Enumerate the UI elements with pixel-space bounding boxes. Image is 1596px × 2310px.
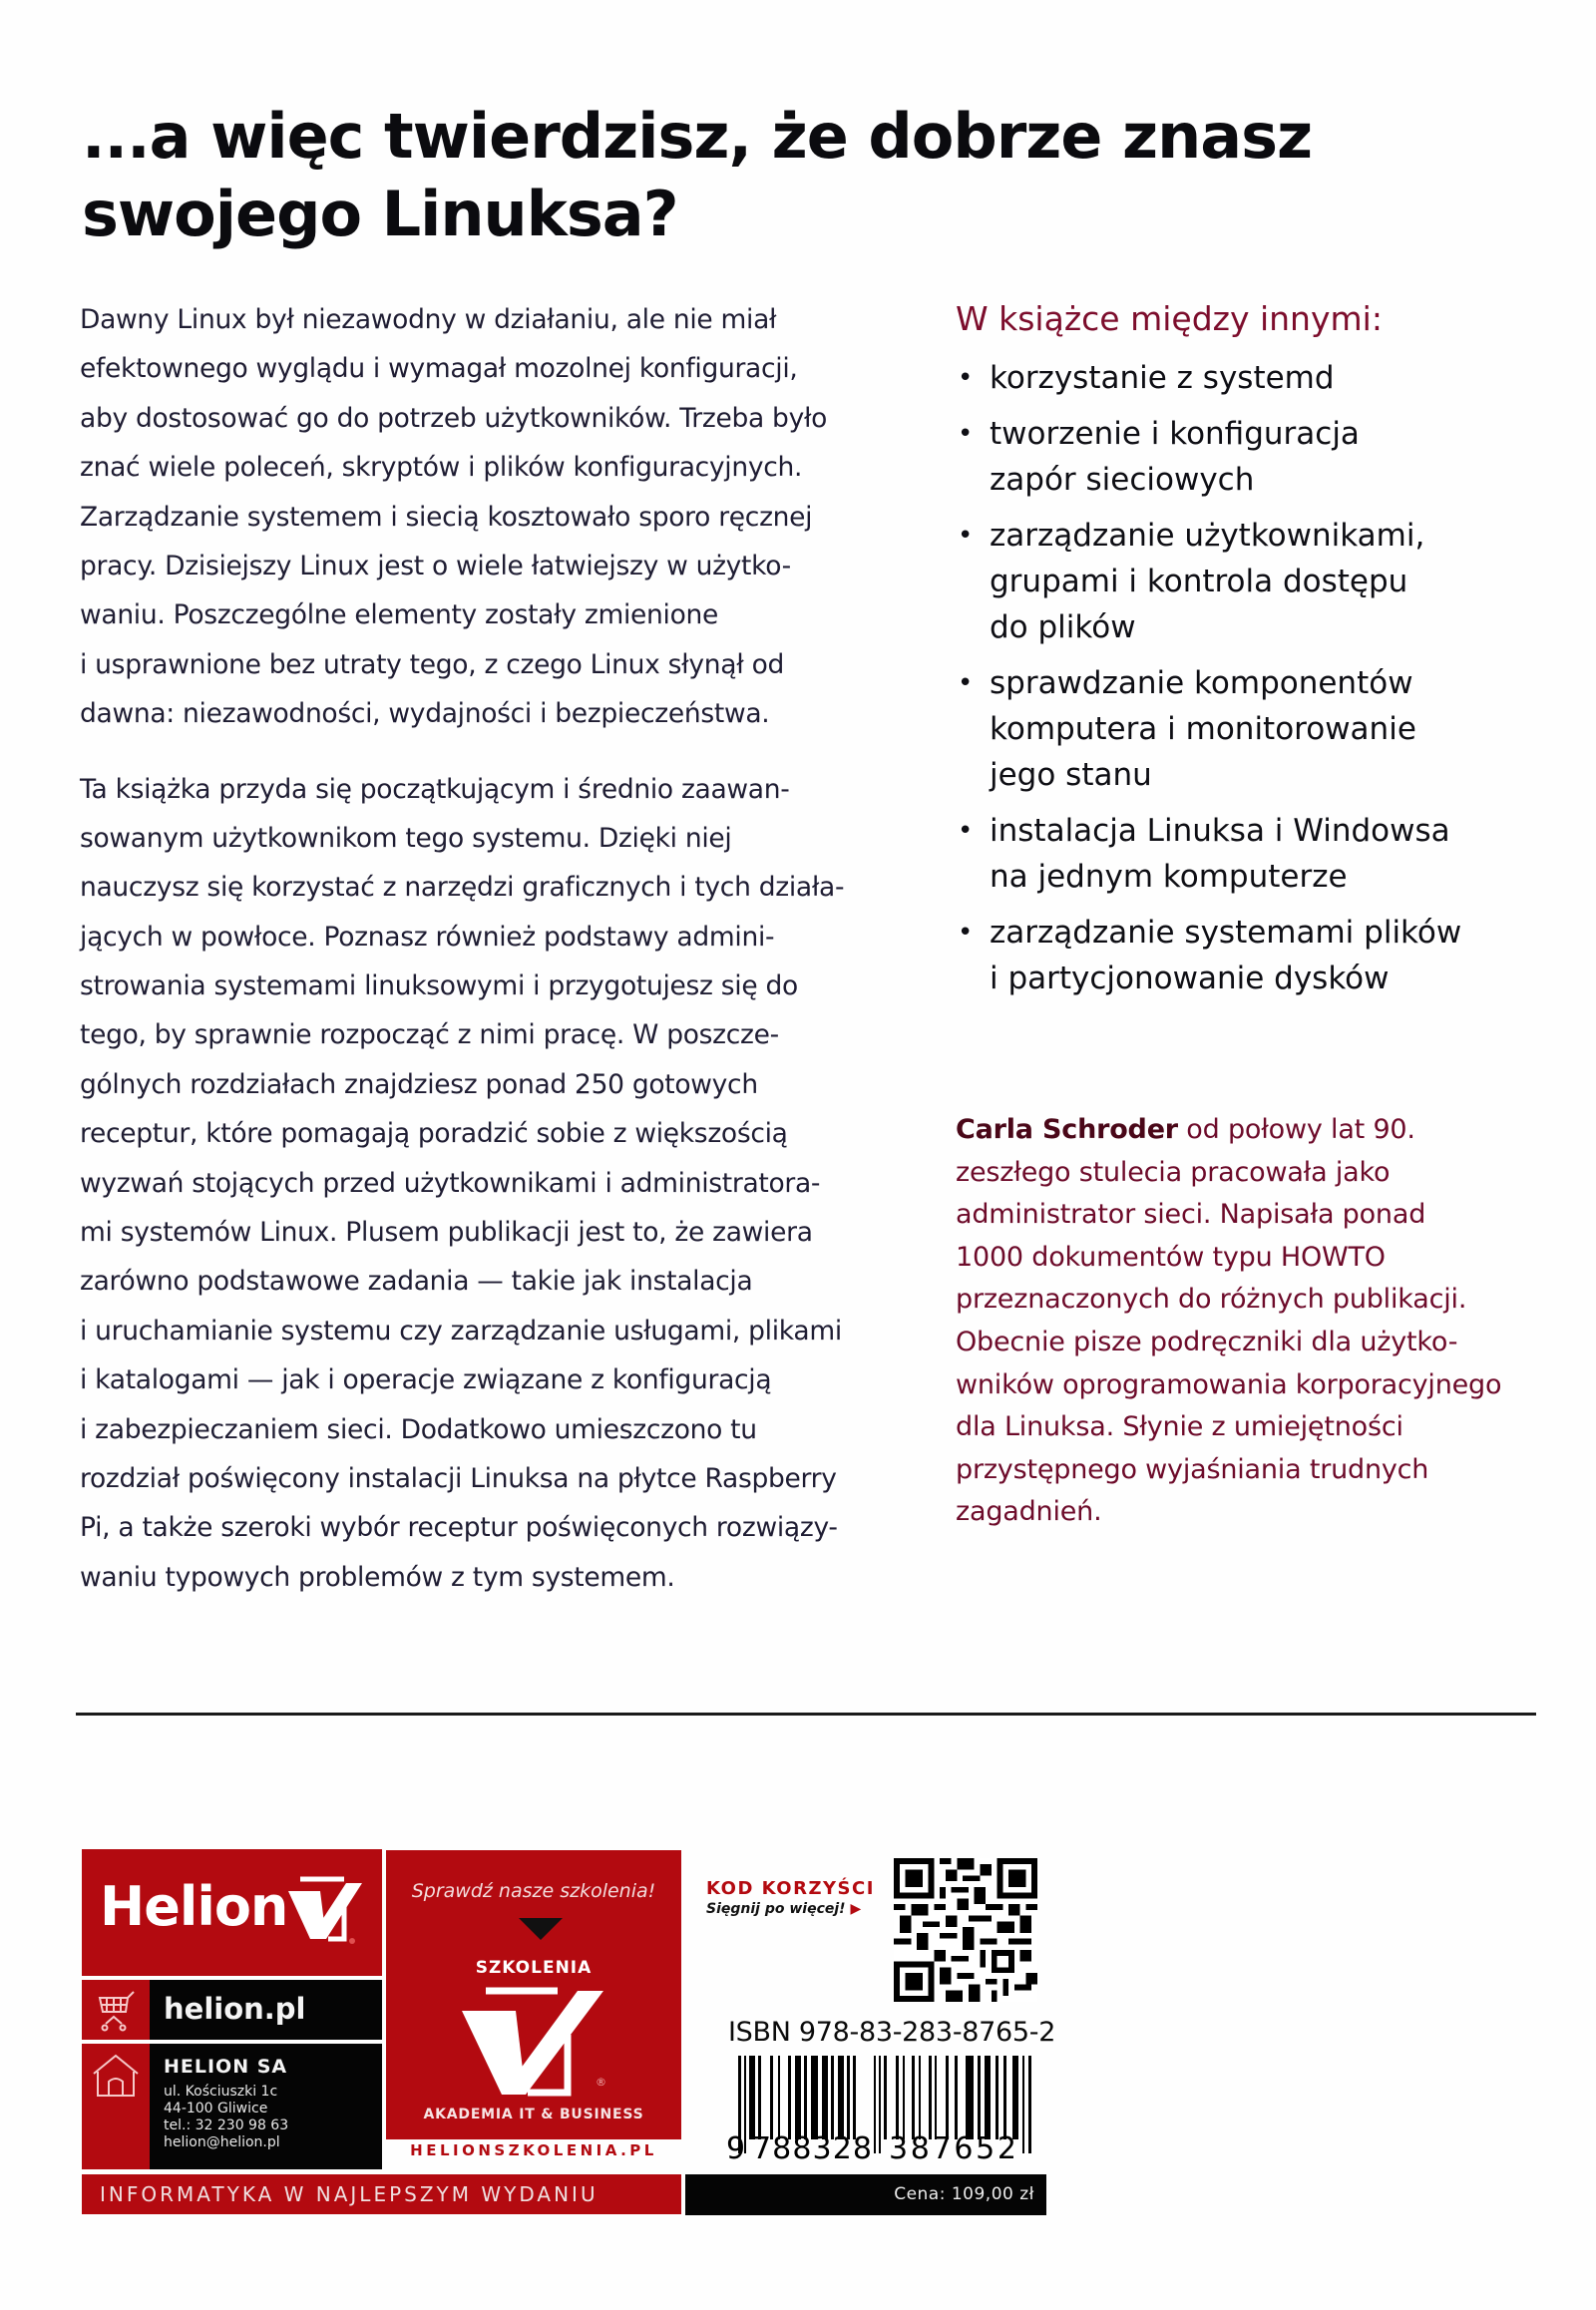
text-line: strowania systemami linuksowymi i przygotujesz się do: [80, 970, 798, 1002]
bullet-icon: •: [958, 668, 974, 698]
benefit-code-subtitle-text: Sięgnij po więcej!: [706, 1901, 846, 1917]
text-line: waniu typowych problemów z tym systemem.: [80, 1561, 675, 1593]
list-item: [956, 513, 1574, 650]
text-line: receptur, które pomagają poradzić sobie z większością: [80, 1118, 788, 1150]
bullet-icon: •: [958, 918, 974, 948]
text-line: wyzwań stojących przed użytkownikami i administratora-: [80, 1167, 821, 1199]
website-link[interactable]: helion.pl: [164, 1992, 306, 2026]
bio-line: [956, 1109, 1574, 1152]
company-name: HELION SA: [164, 2056, 288, 2078]
title-line-2: swojego Linuksa?: [82, 178, 678, 250]
list-item-line: zarządzanie systemami plików: [990, 915, 1462, 951]
bio-line: zagadnień.: [956, 1496, 1102, 1528]
description-column: [80, 295, 918, 1602]
list-item: [956, 910, 1574, 1001]
helion-checkmark-icon: [286, 1869, 364, 1949]
list-item-line: komputera i monitorowanie: [990, 711, 1416, 747]
helion-logo: [82, 1849, 382, 1976]
phone-line: tel.: 32 230 98 63: [164, 2118, 289, 2133]
address-cell: [150, 2044, 382, 2169]
isbn-label: ISBN 978-83-283-8765-2: [728, 2017, 1056, 2048]
text-line: i usprawnione bez utraty tego, z czego Linux słynął od: [80, 648, 785, 680]
list-item-line: i partycjonowanie dysków: [990, 961, 1390, 996]
bio-line: Obecnie pisze podręczniki dla użytko-: [956, 1326, 1458, 1357]
page-title: [82, 98, 1312, 253]
training-cta: Sprawdź nasze szkolenia!: [411, 1880, 656, 1902]
address-row: [82, 2044, 382, 2169]
website-cell: [150, 1980, 382, 2040]
training-checkmark-icon: [458, 1985, 607, 2100]
training-subtitle: AKADEMIA IT & BUSINESS: [423, 2107, 644, 2122]
address-line: ul. Kościuszki 1c: [164, 2084, 278, 2100]
list-item-line: tworzenie i konfiguracja: [990, 416, 1360, 452]
qr-code[interactable]: [894, 1858, 1037, 2002]
text-line: efektownego wyglądu i wymagał mozolnej konfiguracji,: [80, 353, 798, 385]
barcode: [726, 2056, 1045, 2159]
bio-first-line: od połowy lat 90.: [1177, 1114, 1415, 1145]
svg-text:788328: 788328: [752, 2131, 872, 2159]
text-line: Pi, a także szeroki wybór receptur poświęconych rozwiązy-: [80, 1512, 838, 1544]
highlights-list: [956, 355, 1574, 1011]
text-line: Zarządzanie systemem i siecią kosztowało sporo ręcznej: [80, 501, 813, 533]
list-item-line: grupami i kontrola dostępu: [990, 564, 1408, 599]
bio-line: wników oprogramowania korporacyjnego: [956, 1368, 1502, 1400]
bio-line: administrator sieci. Napisała ponad: [956, 1199, 1426, 1231]
registered-mark: ®: [596, 2076, 606, 2089]
text-line: jących w powłoce. Poznasz również podstawy admini-: [80, 921, 775, 953]
list-item-line: sprawdzanie komponentów: [990, 665, 1413, 701]
text-line: i katalogami — jak i operacje związane z konfiguracją: [80, 1364, 772, 1396]
price-band: [685, 2174, 1046, 2215]
highlights-heading: W książce między innymi:: [956, 299, 1383, 338]
text-line: znać wiele poleceń, skryptów i plików konfiguracyjnych.: [80, 452, 803, 484]
svg-text:387652: 387652: [889, 2131, 1016, 2159]
text-line: i zabezpieczaniem sieci. Dodatkowo umieszczono tu: [80, 1413, 757, 1445]
text-line: aby dostosować go do potrzeb użytkowników. Trzeba było: [80, 402, 828, 434]
shopping-cart-icon: [82, 1980, 150, 2040]
tagline: INFORMATYKA W NAJLEPSZYM WYDANIU: [100, 2182, 598, 2206]
list-item-line: na jednym komputerze: [990, 859, 1348, 895]
text-line: rozdział poświęcony instalacji Linuksa na płytce Raspberry: [80, 1462, 837, 1494]
barcode-digit-prefix: 9: [726, 2131, 746, 2159]
bio-line: 1000 dokumentów typu HOWTO: [956, 1241, 1386, 1273]
text-line: i uruchamianie systemu czy zarządzanie usługami, plikami: [80, 1315, 842, 1347]
description-paragraph-1: [80, 295, 918, 739]
list-item-line: instalacja Linuksa i Windowsa: [990, 813, 1450, 849]
text-line: tego, by sprawnie rozpocząć z nimi pracę. W poszcze-: [80, 1019, 779, 1051]
list-item-line: zapór sieciowych: [990, 462, 1255, 498]
text-line: Ta książka przyda się początkującym i średnio zaawan-: [80, 773, 790, 805]
bio-line: przeznaczonych do różnych publikacji.: [956, 1284, 1467, 1316]
bullet-icon: •: [958, 363, 974, 393]
text-line: dawna: niezawodności, wydajności i bezpieczeństwa.: [80, 698, 770, 730]
price-label: Cena: 109,00 zł: [894, 2184, 1034, 2204]
tagline-band: [82, 2174, 681, 2214]
list-item-line: zarządzanie użytkownikami,: [990, 518, 1425, 554]
list-item-line: jego stanu: [990, 757, 1152, 793]
helion-logo-text: Helion: [100, 1875, 288, 1938]
text-line: nauczysz się korzystać z narzędzi graficznych i tych działa-: [80, 872, 845, 904]
text-line: zarówno podstawowe zadania — takie jak instalacja: [80, 1266, 753, 1298]
company-address: [164, 2084, 288, 2151]
bullet-icon: •: [958, 419, 974, 449]
text-line: gólnych rozdziałach znajdziesz ponad 250 gotowych: [80, 1068, 758, 1100]
benefit-code-title: KOD KORZYŚCI: [706, 1878, 875, 1899]
training-promo[interactable]: [386, 1850, 681, 2139]
list-item: [956, 808, 1574, 900]
author-bio: [956, 1109, 1574, 1534]
bullet-icon: •: [958, 816, 974, 846]
list-item-line: korzystanie z systemd: [990, 360, 1335, 396]
text-line: pracy. Dzisiejszy Linux jest o wiele łatwiejszy w użytko-: [80, 550, 791, 581]
list-item: [956, 660, 1574, 798]
text-line: sowanym użytkownikom tego systemu. Dzięki niej: [80, 822, 732, 854]
training-label: SZKOLENIA: [475, 1958, 593, 1978]
text-line: waniu. Poszczególne elementy zostały zmienione: [80, 599, 719, 631]
bullet-icon: •: [958, 521, 974, 551]
text-line: mi systemów Linux. Plusem publikacji jest to, że zawiera: [80, 1217, 813, 1249]
play-arrow-icon: ▶: [850, 1901, 862, 1917]
bio-line: dla Linuksa. Słynie z umiejętności: [956, 1411, 1403, 1443]
list-item: [956, 355, 1574, 401]
website-row[interactable]: [82, 1980, 382, 2040]
bio-line: przystępnego wyjaśniania trudnych: [956, 1453, 1429, 1485]
bio-line: zeszłego stulecia pracowała jako: [956, 1156, 1391, 1188]
description-paragraph-2: [80, 765, 918, 1603]
text-line: Dawny Linux był niezawodny w działaniu, ale nie miał: [80, 304, 777, 335]
horizontal-divider: [76, 1713, 1536, 1716]
benefit-code-subtitle: [706, 1901, 861, 1917]
author-name: Carla Schroder: [956, 1114, 1178, 1145]
email-line: helion@helion.pl: [164, 2134, 280, 2150]
training-url[interactable]: HELIONSZKOLENIA.PL: [410, 2141, 657, 2159]
list-item: [956, 411, 1574, 503]
house-icon: [82, 2044, 150, 2169]
title-line-1: ...a więc twierdzisz, że dobrze znasz: [82, 100, 1313, 173]
address-line: 44-100 Gliwice: [164, 2101, 268, 2117]
down-triangle-icon: [519, 1918, 563, 1940]
list-item-line: do plików: [990, 609, 1136, 645]
